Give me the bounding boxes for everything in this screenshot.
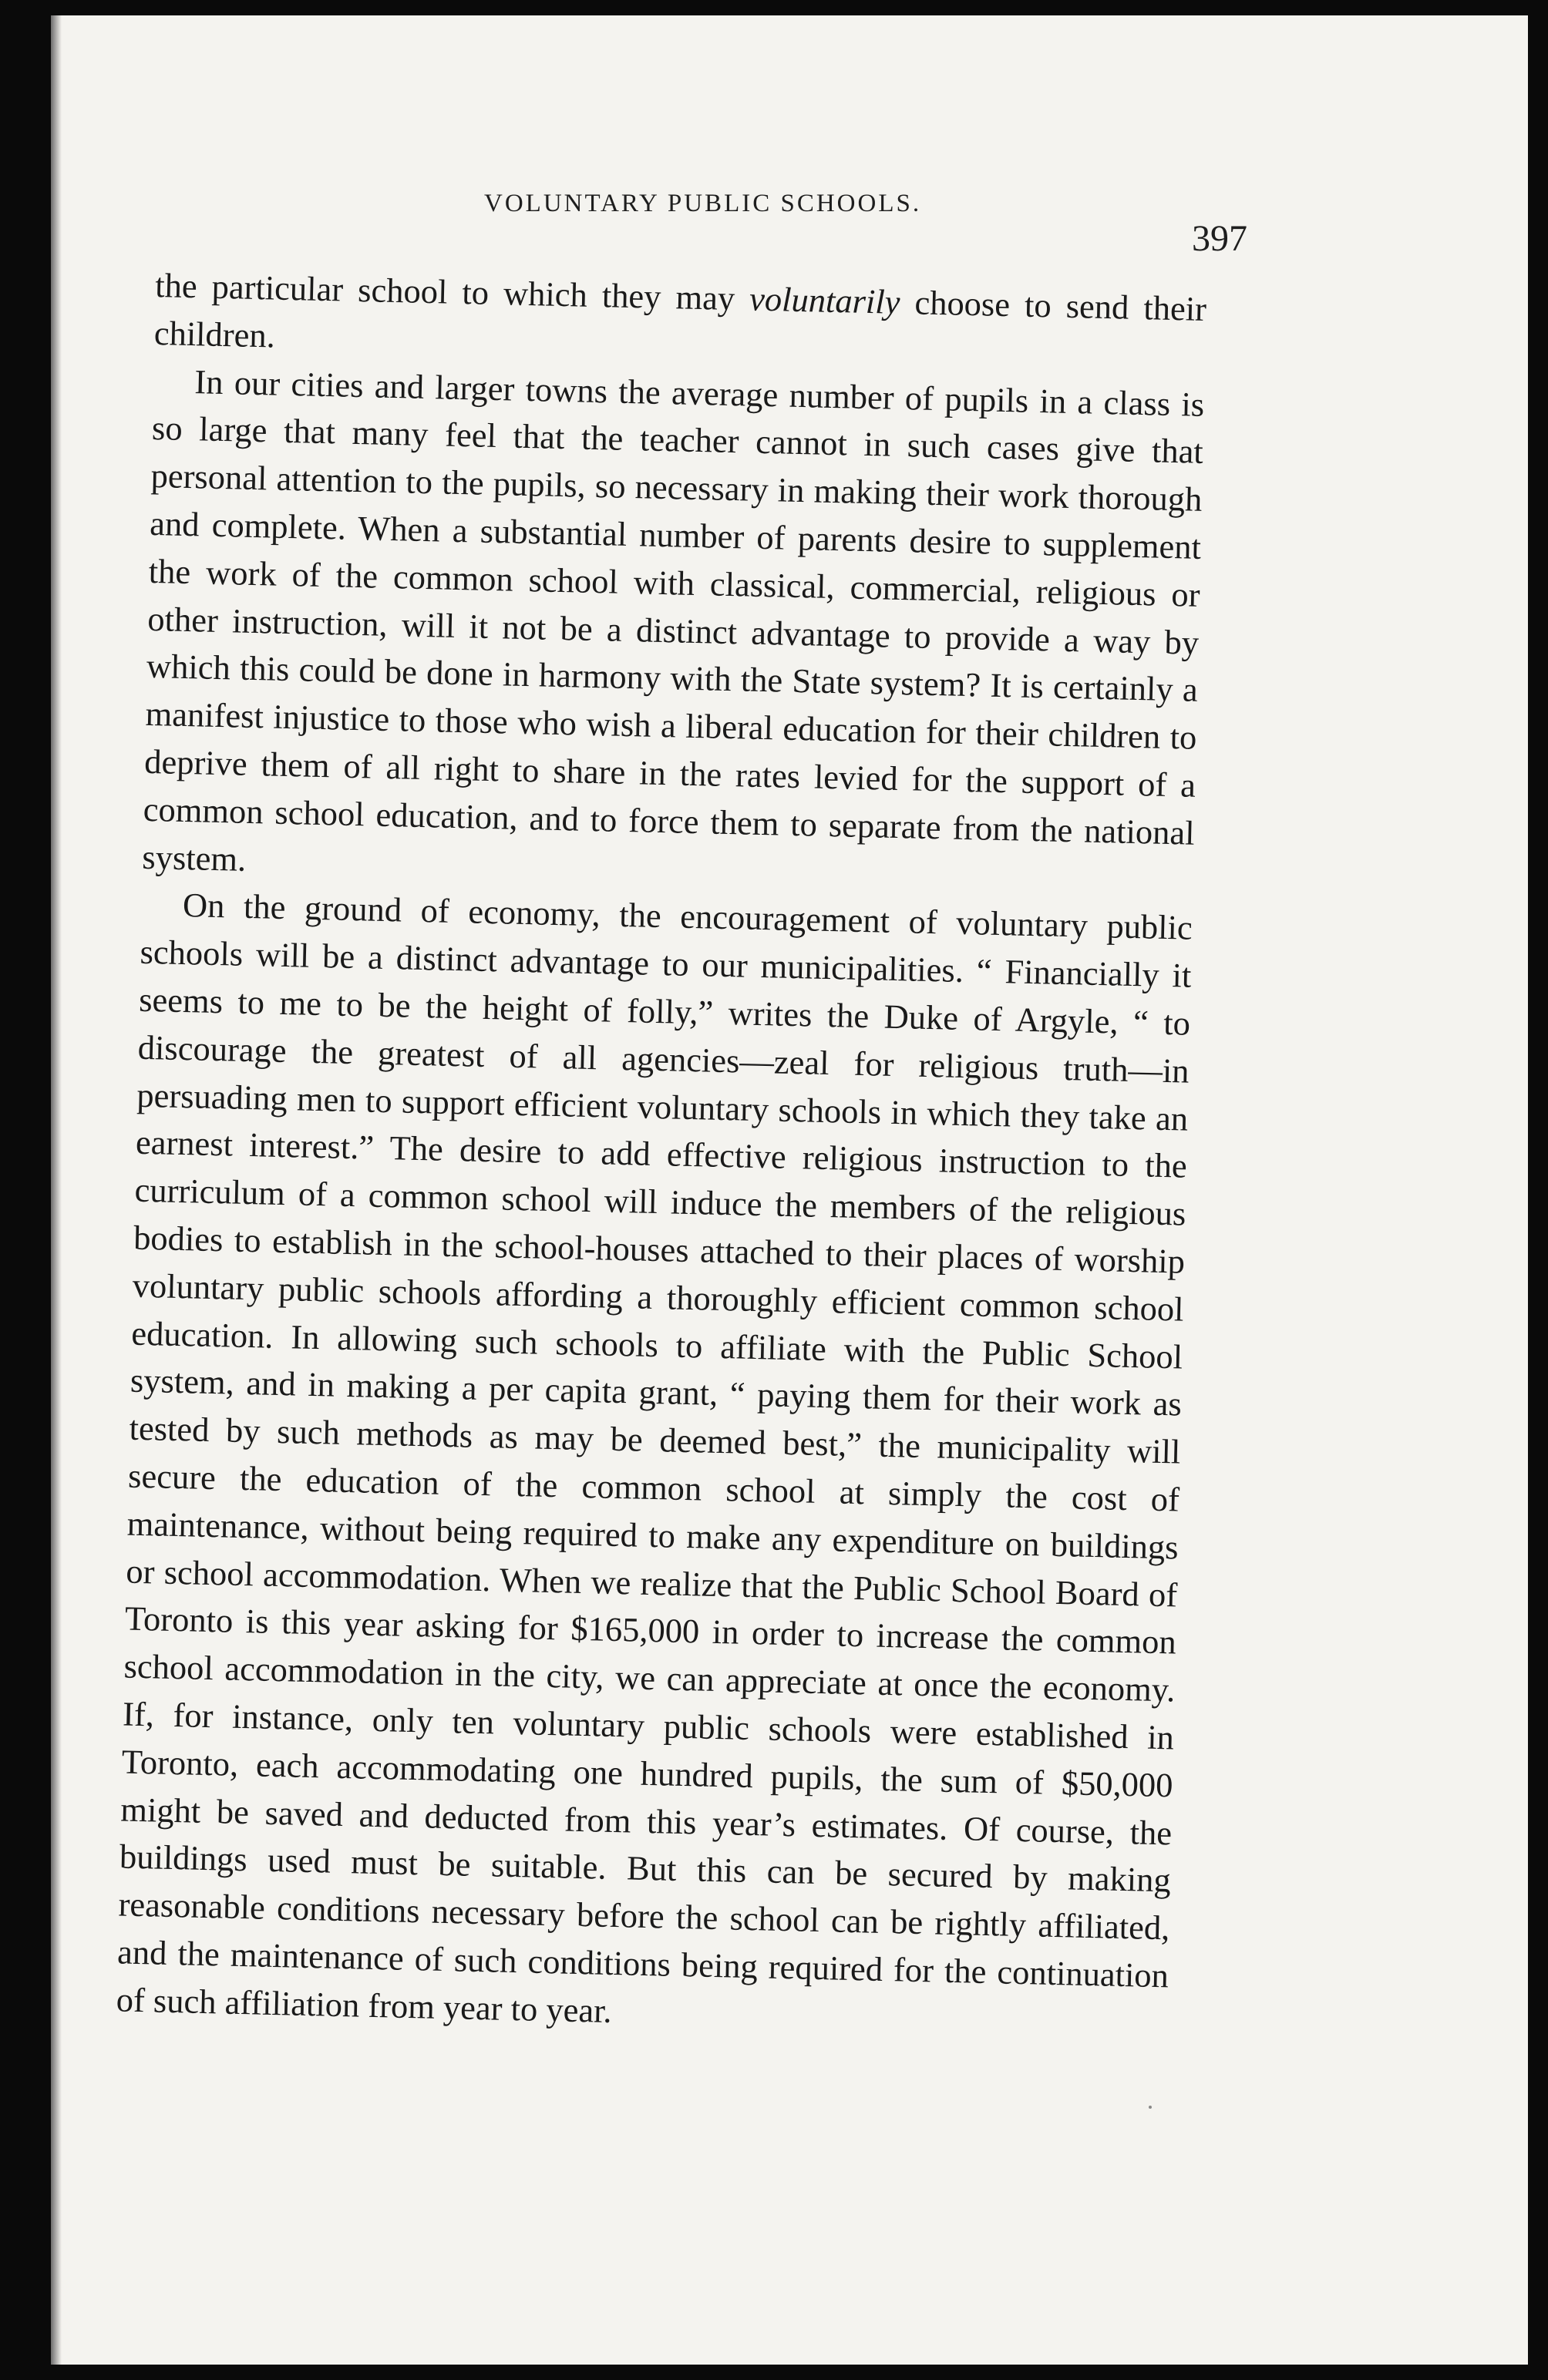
book-page xyxy=(51,15,1528,2365)
paragraph-1-end: choose to send their children. xyxy=(153,282,1207,355)
scan-speck xyxy=(1149,2106,1152,2109)
paragraph-class-size: In our cities and larger towns the average number of pupils in a class is so large that many feel that the teacher cannot in such cases give that personal attention to the pupils, so necessary in making their work thorough and complete. When a substantial number of parents desire to supplement the work of the common school with classical, commercial, religious or other instruction, will it not be a distinct advantage to provide a way by which this could be done in harmony with the State system? It is certainly a manifest injustice to those who wish a liberal education for their children to deprive them of all right to share in the rates levied for the support of a common school education, and to force them to separate from the national system. xyxy=(141,361,1205,879)
body-text xyxy=(116,262,1207,2048)
page-number: 397 xyxy=(1192,218,1247,259)
emphasis-voluntarily: voluntarily xyxy=(749,279,901,321)
binding-shadow xyxy=(51,15,62,2365)
paragraph-economy: On the ground of economy, the encouragement of voluntary public schools will be a distinct advantage to our municipalities. “ Financially it seems to me to be the height of folly,” writes the Duke of Argyle, “ to discourage the greatest of all agencies—zeal for religious truth—in persuading men to support efficient voluntary schools in which they take an earnest interest.” The desire to add effective religious instruction to the curriculum of a common school will induce the members of the religious bodies to establish in the school-houses attached to their places of worship voluntary public schools affording a thoroughly efficient common school education. In allowing such schools to affiliate with the Public School system, and in making a per capita grant, “ paying them for their work as tested by such methods as may be deemed best,” the municipality will secure the education of the common school at simply the cost of maintenance, without being required to make any expenditure on buildings or school accommodation. When we realize that the Public School Board of Toronto is this year asking for $165,000 in order to increase the common school accommodation in the city, we can appreciate at once the economy. If, for instance, only ten voluntary public schools were established in Toronto, each accommodating one hundred pupils, the sum of $50,000 might be saved and deducted from this year’s estimates. Of course, the buildings used must be suitable. But this can be secured by making reasonable conditions necessary before the school can be rightly affiliated, and the maintenance of such conditions being required for the continuation of such affiliation from year to year. xyxy=(116,886,1193,2030)
paragraph-1-start: the particular school to which they may xyxy=(154,265,750,318)
running-head: VOLUNTARY PUBLIC SCHOOLS. xyxy=(484,190,922,217)
